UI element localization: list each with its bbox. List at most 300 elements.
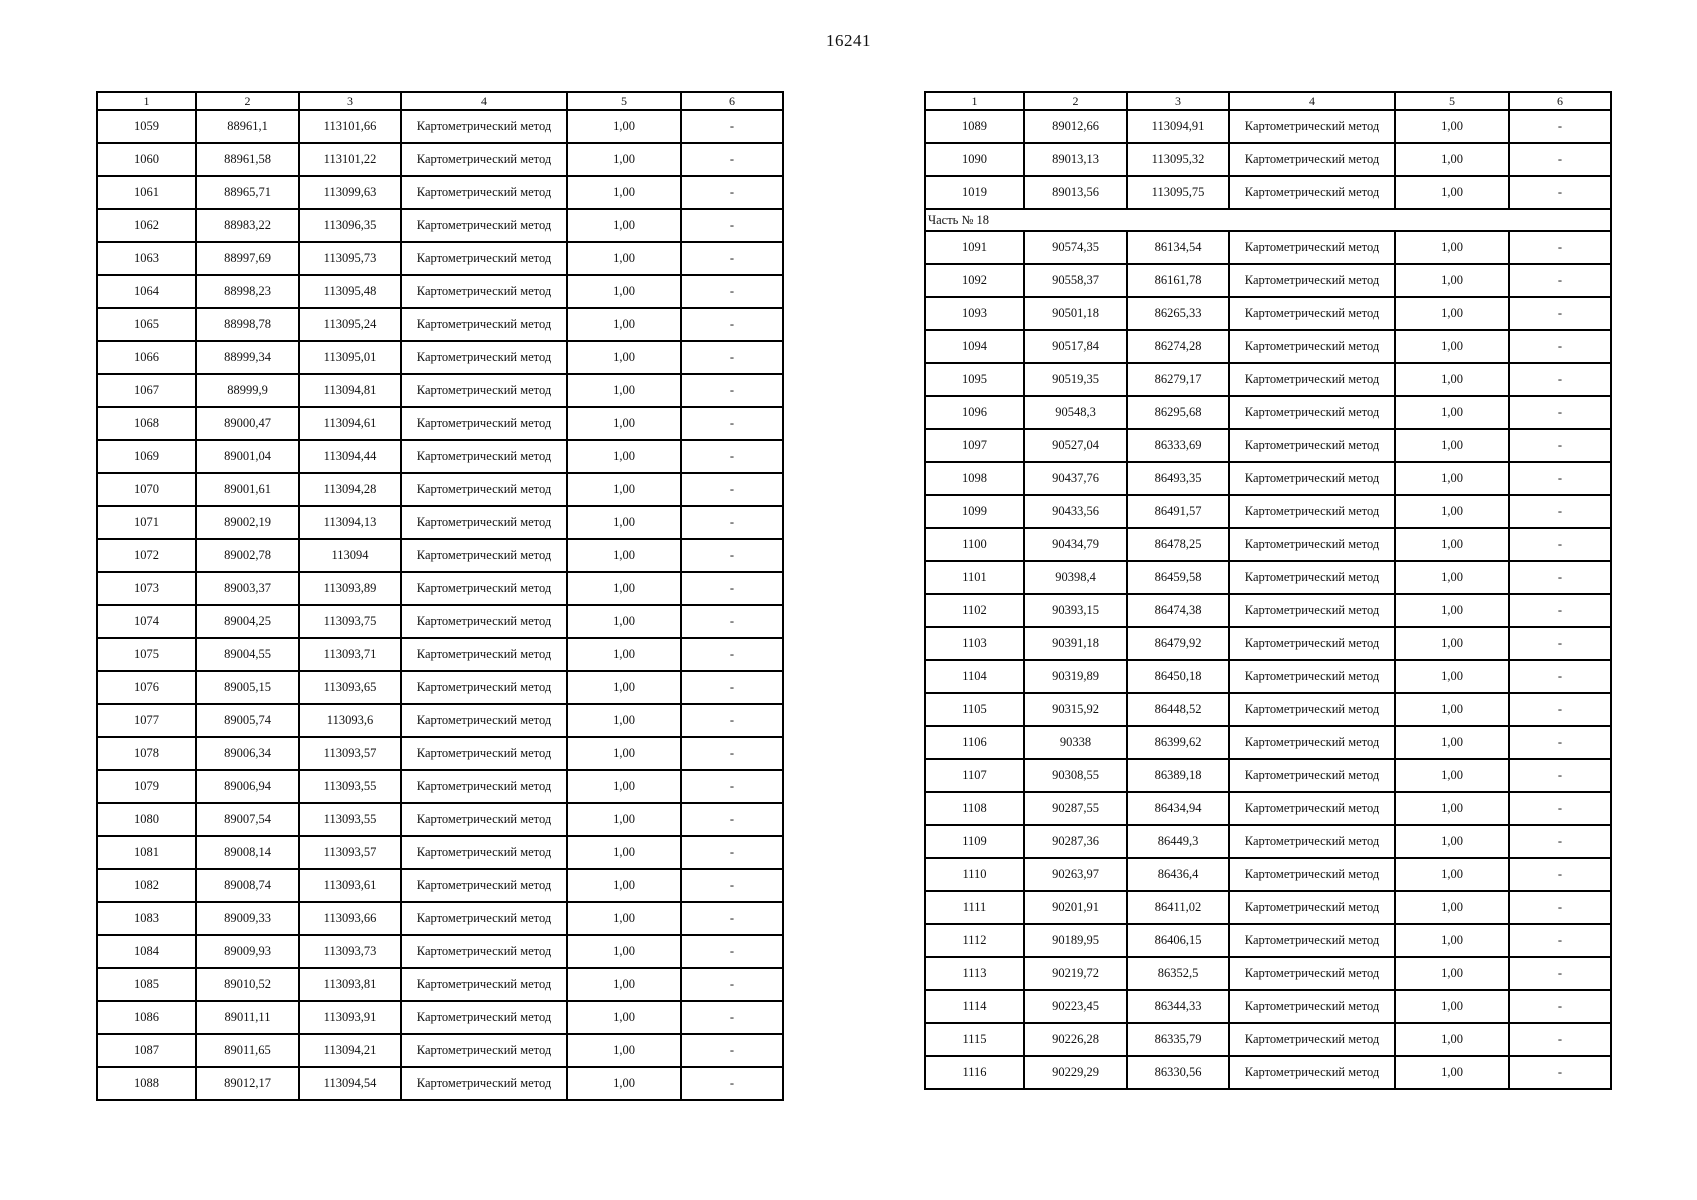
table-row [925,660,1611,693]
table-cell: 1,00 [1395,495,1509,528]
table-cell: Картометрический метод [1229,858,1395,891]
table-cell: - [681,440,783,473]
column-header: 1 [925,92,1024,110]
table-cell: Картометрический метод [401,506,567,539]
table-row [925,858,1611,891]
table-cell: Картометрический метод [1229,231,1395,264]
table-cell: - [681,1034,783,1067]
table-cell: 88999,34 [196,341,299,374]
table-cell: - [1509,1056,1611,1089]
table-cell: Картометрический метод [401,803,567,836]
table-cell: 88961,1 [196,110,299,143]
table-cell: - [681,803,783,836]
table-cell: Картометрический метод [1229,792,1395,825]
coordinates-table-left [96,91,784,1101]
table-row [925,594,1611,627]
table-cell: 88961,58 [196,143,299,176]
table-cell: 86274,28 [1127,330,1229,363]
table-cell: Картометрический метод [1229,495,1395,528]
table-cell: 90201,91 [1024,891,1127,924]
table-cell: 86335,79 [1127,1023,1229,1056]
table-row [97,770,783,803]
table-row [925,396,1611,429]
table-cell: 90226,28 [1024,1023,1127,1056]
table-cell: 1,00 [567,539,681,572]
table-cell: 1095 [925,363,1024,396]
table-row [97,704,783,737]
table-cell: - [1509,297,1611,330]
table-cell: 88999,9 [196,374,299,407]
table-cell: 113093,66 [299,902,401,935]
table-cell: 89001,04 [196,440,299,473]
table-cell: 89005,74 [196,704,299,737]
table-cell: 90501,18 [1024,297,1127,330]
table-cell: 88983,22 [196,209,299,242]
table-cell: Картометрический метод [1229,660,1395,693]
table-cell: 86406,15 [1127,924,1229,957]
table-row [925,990,1611,1023]
table-cell: 1,00 [567,770,681,803]
table-cell: 1113 [925,957,1024,990]
table-cell: 1076 [97,671,196,704]
table-cell: 86389,18 [1127,759,1229,792]
table-row [925,143,1611,176]
table-cell: 1086 [97,1001,196,1034]
table-row [97,935,783,968]
table-cell: 1,00 [1395,462,1509,495]
table-cell: - [681,671,783,704]
table-cell: Картометрический метод [401,770,567,803]
table-cell: 88998,23 [196,275,299,308]
table-cell: Картометрический метод [401,473,567,506]
table-row [925,231,1611,264]
table-cell: 1,00 [1395,726,1509,759]
table-cell: 1,00 [1395,528,1509,561]
table-cell: - [1509,396,1611,429]
table-cell: Картометрический метод [401,110,567,143]
table-cell: Картометрический метод [401,275,567,308]
table-cell: 113101,22 [299,143,401,176]
table-cell: 1,00 [1395,330,1509,363]
table-cell: 1115 [925,1023,1024,1056]
table-row [97,341,783,374]
table-cell: 89011,11 [196,1001,299,1034]
table-cell: 113093,6 [299,704,401,737]
table-cell: Картометрический метод [401,1034,567,1067]
table-row [97,737,783,770]
table-cell: 89005,15 [196,671,299,704]
table-cell: 113094,44 [299,440,401,473]
table-cell: 1059 [97,110,196,143]
table-cell: 1074 [97,605,196,638]
table-cell: Картометрический метод [1229,528,1395,561]
table-cell: 1081 [97,836,196,869]
table-cell: 1,00 [567,803,681,836]
table-cell: 89012,17 [196,1067,299,1100]
table-cell: 89003,37 [196,572,299,605]
table-cell: 1,00 [567,506,681,539]
table-cell: 1078 [97,737,196,770]
column-header: 4 [1229,92,1395,110]
table-cell: 90519,35 [1024,363,1127,396]
table-cell: 1060 [97,143,196,176]
table-cell: 86411,02 [1127,891,1229,924]
table-cell: 1,00 [567,572,681,605]
table-cell: Картометрический метод [1229,990,1395,1023]
table-cell: 90393,15 [1024,594,1127,627]
table-cell: 1,00 [567,968,681,1001]
table-cell: 113093,61 [299,869,401,902]
table-cell: 1,00 [1395,110,1509,143]
table-cell: Картометрический метод [1229,693,1395,726]
table-cell: 113093,57 [299,836,401,869]
table-cell: 1068 [97,407,196,440]
table-cell: 113096,35 [299,209,401,242]
table-cell: 1114 [925,990,1024,1023]
table-cell: 1,00 [1395,363,1509,396]
table-cell: 113093,81 [299,968,401,1001]
table-row [97,209,783,242]
table-cell: 1105 [925,693,1024,726]
column-header: 5 [1395,92,1509,110]
table-cell: 1116 [925,1056,1024,1089]
column-header: 2 [1024,92,1127,110]
table-cell: 113095,24 [299,308,401,341]
table-cell: 1080 [97,803,196,836]
table-cell: 1,00 [1395,858,1509,891]
table-cell: - [1509,792,1611,825]
table-cell: - [681,407,783,440]
table-cell: - [1509,990,1611,1023]
table-row [97,803,783,836]
table-cell: 90229,29 [1024,1056,1127,1089]
table-cell: - [681,539,783,572]
table-cell: 90527,04 [1024,429,1127,462]
table-cell: - [681,374,783,407]
part-heading-row [925,209,1611,231]
table-cell: 1,00 [567,737,681,770]
table-cell: 1099 [925,495,1024,528]
table-cell: 90434,79 [1024,528,1127,561]
table-cell: 89009,33 [196,902,299,935]
table-cell: 86295,68 [1127,396,1229,429]
table-cell: - [681,1067,783,1100]
table-cell: 1089 [925,110,1024,143]
table-cell: 90433,56 [1024,495,1127,528]
table-cell: - [681,605,783,638]
table-cell: 113093,55 [299,770,401,803]
table-cell: - [681,737,783,770]
table-row [925,726,1611,759]
table-cell: Картометрический метод [1229,957,1395,990]
table-cell: Картометрический метод [1229,726,1395,759]
table-cell: 1,00 [567,1067,681,1100]
table-cell: 1,00 [1395,561,1509,594]
table-cell: 89013,56 [1024,176,1127,209]
table-cell: - [681,638,783,671]
table-cell: 113099,63 [299,176,401,209]
table-cell: Картометрический метод [1229,264,1395,297]
table-cell: 1,00 [567,473,681,506]
table-cell: Картометрический метод [401,836,567,869]
table-cell: 1083 [97,902,196,935]
table-row [925,891,1611,924]
table-cell: - [1509,363,1611,396]
table-cell: - [1509,858,1611,891]
table-cell: Картометрический метод [1229,594,1395,627]
table-cell: 113094,61 [299,407,401,440]
table-cell: - [1509,891,1611,924]
table-cell: 89008,14 [196,836,299,869]
table-cell: 1111 [925,891,1024,924]
table-cell: 1064 [97,275,196,308]
table-row [97,176,783,209]
table-cell: - [1509,759,1611,792]
column-header: 2 [196,92,299,110]
table-cell: 90219,72 [1024,957,1127,990]
table-cell: 113093,75 [299,605,401,638]
table-cell: 1104 [925,660,1024,693]
table-cell: 90574,35 [1024,231,1127,264]
table-cell: 89001,61 [196,473,299,506]
table-cell: 89013,13 [1024,143,1127,176]
table-cell: 86265,33 [1127,297,1229,330]
table-cell: - [1509,429,1611,462]
table-cell: 1,00 [1395,891,1509,924]
table-cell: - [681,209,783,242]
table-cell: 1,00 [1395,957,1509,990]
table-cell: 1,00 [1395,429,1509,462]
table-row [97,506,783,539]
table-cell: Картометрический метод [401,539,567,572]
table-cell: 1,00 [567,1001,681,1034]
table-cell: Картометрический метод [401,440,567,473]
table-cell: Картометрический метод [401,1001,567,1034]
table-cell: 113094 [299,539,401,572]
table-row [925,759,1611,792]
coordinates-table-right [924,91,1612,1090]
table-cell: 1062 [97,209,196,242]
table-cell: - [1509,176,1611,209]
table-cell: 89012,66 [1024,110,1127,143]
table-row [925,693,1611,726]
table-cell: 86352,5 [1127,957,1229,990]
table-cell: Картометрический метод [1229,110,1395,143]
table-row [925,957,1611,990]
table-cell: 113093,71 [299,638,401,671]
table-cell: - [1509,561,1611,594]
table-cell: 1093 [925,297,1024,330]
column-header: 3 [299,92,401,110]
table-cell: Картометрический метод [1229,363,1395,396]
table-cell: 1,00 [567,1034,681,1067]
table-cell: - [1509,957,1611,990]
table-cell: Картометрический метод [1229,1023,1395,1056]
table-cell: Картометрический метод [401,704,567,737]
table-cell: 86448,52 [1127,693,1229,726]
table-cell: 1110 [925,858,1024,891]
table-row [97,572,783,605]
table-cell: 1082 [97,869,196,902]
table-cell: - [681,935,783,968]
table-cell: 1101 [925,561,1024,594]
table-cell: 1,00 [567,704,681,737]
table-body [925,92,1611,1089]
table-cell: 1,00 [1395,924,1509,957]
table-cell: - [1509,627,1611,660]
table-row [925,495,1611,528]
table-row [97,836,783,869]
table-row [97,869,783,902]
table-row [97,605,783,638]
table-cell: - [1509,462,1611,495]
table-cell: 88965,71 [196,176,299,209]
table-cell: 1,00 [1395,693,1509,726]
table-cell: 1,00 [1395,792,1509,825]
table-row [925,528,1611,561]
table-cell: 113095,48 [299,275,401,308]
table-cell: - [1509,264,1611,297]
table-cell: 113093,65 [299,671,401,704]
table-cell: - [1509,1023,1611,1056]
table-cell: 1103 [925,627,1024,660]
column-header: 5 [567,92,681,110]
table-row [925,1056,1611,1089]
column-header: 3 [1127,92,1229,110]
table-cell: Картометрический метод [1229,759,1395,792]
table-cell: 113093,91 [299,1001,401,1034]
table-cell: 1,00 [1395,825,1509,858]
table-cell: 1,00 [567,143,681,176]
table-cell: - [681,704,783,737]
table-row [97,1001,783,1034]
table-cell: 1085 [97,968,196,1001]
table-cell: 1109 [925,825,1024,858]
table-cell: 1,00 [567,242,681,275]
table-row [925,297,1611,330]
table-cell: 89007,54 [196,803,299,836]
table-row [97,275,783,308]
table-cell: 1,00 [1395,1056,1509,1089]
table-cell: 113101,66 [299,110,401,143]
table-cell: - [1509,924,1611,957]
table-cell: 113095,73 [299,242,401,275]
table-cell: 1067 [97,374,196,407]
table-cell: Картометрический метод [401,176,567,209]
table-body [97,92,783,1100]
table-cell: 1070 [97,473,196,506]
table-cell: - [681,836,783,869]
table-cell: 89010,52 [196,968,299,1001]
table-row [97,242,783,275]
table-cell: Картометрический метод [401,143,567,176]
table-row [925,363,1611,396]
table-cell: 90287,36 [1024,825,1127,858]
table-row [97,440,783,473]
table-cell: 1079 [97,770,196,803]
table-cell: 1,00 [1395,297,1509,330]
table-cell: 88998,78 [196,308,299,341]
table-cell: 90437,76 [1024,462,1127,495]
table-row [97,110,783,143]
table-row [925,627,1611,660]
table-cell: Картометрический метод [401,737,567,770]
table-cell: 90558,37 [1024,264,1127,297]
column-header: 1 [97,92,196,110]
table-cell: 1,00 [567,275,681,308]
table-cell: 90391,18 [1024,627,1127,660]
table-cell: 89006,94 [196,770,299,803]
table-cell: 1,00 [567,341,681,374]
table-cell: - [681,176,783,209]
table-cell: Картометрический метод [1229,176,1395,209]
table-row [97,374,783,407]
table-cell: - [1509,330,1611,363]
table-cell: 1088 [97,1067,196,1100]
table-cell: - [681,1001,783,1034]
table-cell: 1090 [925,143,1024,176]
table-cell: 1,00 [567,836,681,869]
table-row [925,792,1611,825]
table-cell: 1,00 [1395,264,1509,297]
table-row [97,407,783,440]
table-cell: Картометрический метод [401,869,567,902]
table-cell: - [1509,528,1611,561]
table-cell: 1098 [925,462,1024,495]
table-cell: 113095,75 [1127,176,1229,209]
table-cell: - [681,242,783,275]
table-row [925,825,1611,858]
table-cell: 86330,56 [1127,1056,1229,1089]
table-cell: 113094,21 [299,1034,401,1067]
table-cell: 1,00 [1395,1023,1509,1056]
table-cell: - [1509,231,1611,264]
table-cell: 1077 [97,704,196,737]
table-cell: - [681,473,783,506]
table-cell: 1,00 [567,209,681,242]
table-cell: 113094,28 [299,473,401,506]
table-cell: 1069 [97,440,196,473]
table-cell: Картометрический метод [401,1067,567,1100]
table-cell: 89006,34 [196,737,299,770]
table-row [97,638,783,671]
table-cell: 1,00 [567,935,681,968]
table-row [925,462,1611,495]
table-cell: 90308,55 [1024,759,1127,792]
table-cell: Картометрический метод [401,968,567,1001]
table-cell: - [1509,660,1611,693]
header-row [97,92,783,110]
table-cell: 1112 [925,924,1024,957]
table-cell: Картометрический метод [1229,891,1395,924]
table-cell: - [681,770,783,803]
table-cell: 1065 [97,308,196,341]
table-cell: - [681,572,783,605]
table-cell: Картометрический метод [401,374,567,407]
table-cell: 1072 [97,539,196,572]
table-cell: 1075 [97,638,196,671]
table-cell: 1094 [925,330,1024,363]
table-cell: Картометрический метод [401,242,567,275]
table-cell: 86478,25 [1127,528,1229,561]
table-row [925,924,1611,957]
table-cell: 86493,35 [1127,462,1229,495]
table-cell: 89002,78 [196,539,299,572]
table-cell: Картометрический метод [401,605,567,638]
table-cell: Картометрический метод [1229,297,1395,330]
table-cell: 1,00 [567,605,681,638]
table-row [925,429,1611,462]
